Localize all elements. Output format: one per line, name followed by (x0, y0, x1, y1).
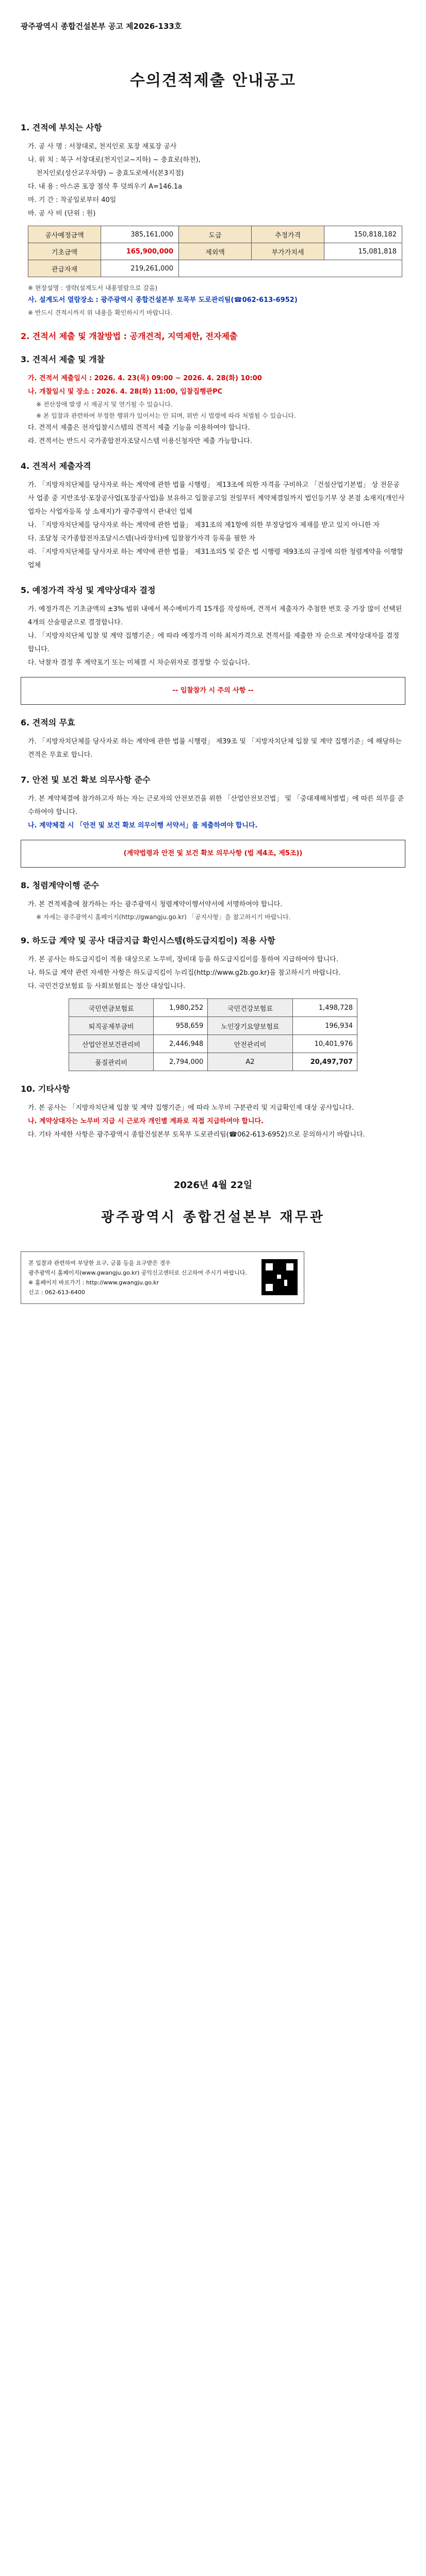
section-9 (21, 934, 405, 1071)
ins-value: 2,446,948 (154, 1035, 208, 1053)
ins-value: 10,401,976 (292, 1035, 357, 1053)
ins-label: 산업안전보건관리비 (69, 1035, 154, 1053)
section-5-heading: 5. 예정가격 작성 및 계약상대자 결정 (21, 585, 156, 595)
cost-empty (179, 260, 402, 277)
section-2-heading (21, 330, 405, 342)
notice-page (21, 21, 405, 1304)
section-10-heading: 10. 기타사항 (21, 1084, 70, 1094)
cost-label: 도급 (179, 226, 252, 243)
footer-line-1: 본 입찰과 관련하여 부당한 요구, 금품 등을 요구받은 경우 (28, 1260, 171, 1266)
cost-label: 기초금액 (28, 243, 101, 260)
s8-item-1: 가. 본 견적제출에 참가하는 자는 광주광역시 청렴계약이행서약서에 서명하여야 합니다. (28, 901, 283, 908)
section-6-heading: 6. 견적의 무효 (21, 718, 75, 727)
s3-item-1: 가. 견적서 제출일시 : 2026. 4. 23(목) 09:00 ~ 2026. 4. 28(화) 10:00 (28, 375, 262, 382)
s1-item-6: 바. 공 사 비 (단위 : 원) (28, 210, 96, 217)
s9-item-2: 나. 하도급 계약 관련 자세한 사항은 하도급지킴이 누리집(http://www.g2b.go.kr)을 참고하시기 바랍니다. (28, 969, 341, 977)
section-9-heading: 9. 하도급 계약 및 공사 대금지급 확인시스템(하도급지킴이) 적용 사항 (21, 936, 275, 945)
ins-value: 1,980,252 (154, 999, 208, 1017)
s4-item-2: 나. 「지방자치단체를 당사자로 하는 계약에 관한 법률」 제31조의 제1항에 의한 부정당업자 제재를 받고 있지 아니한 자 (28, 521, 380, 529)
s4-item-4: 라. 「지방자치단체를 당사자로 하는 계약에 관한 법률」 제31조의5 및 같은 법 시행령 제93조의 규정에 의한 청렴계약을 이행할 업체 (28, 548, 403, 569)
ins-label: 퇴직공제부금비 (69, 1017, 154, 1035)
s8-item-2: ※ 자세는 광주광역시 홈페이지(http://gwangju.go.kr) 「공지사항」을 참고하시기 바랍니다. (36, 913, 291, 921)
section-8 (21, 879, 405, 923)
section-7 (21, 773, 405, 868)
cost-label: 관급자재 (28, 260, 101, 277)
s4-item-3: 다. 조달청 국가종합전자조달시스템(나라장터)에 입찰참가자격 등록을 필한 자 (28, 535, 255, 543)
s6-item-1: 가. 「지방자치단체를 당사자로 하는 계약에 관한 법률 시행령」 제39조 및 「지방자치단체 입찰 및 계약 집행기준」에 해당하는 견적은 무효로 합니다. (28, 738, 402, 759)
insurance-table (69, 998, 357, 1071)
cost-label: 추정가격 (252, 226, 324, 243)
cost-value: 165,900,000 (101, 243, 179, 260)
footer-line-3[interactable]: ※ 홈페이지 바로가기 : http://www.gwangju.go.kr (28, 1279, 159, 1286)
qr-code-icon[interactable] (261, 1259, 298, 1295)
ins-value: 2,794,000 (154, 1053, 208, 1071)
s1-item-3: 천지인로(성산교우차량) ~ 충효도로에서(본3지점) (36, 170, 184, 177)
s3-item-2: 나. 개찰일시 및 장소 : 2026. 4. 28(화) 11:00, 입찰집행관PC (28, 388, 223, 396)
s7-box-text: (계약법령과 안전 및 보건 확보 의무사항 (법 제4조, 제5조)) (123, 850, 303, 857)
section-1 (21, 121, 405, 318)
s1-item-2: 나. 위 치 : 북구 서창대로(천지인교~지하) ~ 충효로(하천), (28, 156, 201, 164)
s3-item-3: ※ 전산장애 발생 시 재공지 및 연기될 수 있습니다. (36, 401, 173, 408)
caution-title: -- 입찰참가 시 주의 사항 -- (172, 687, 254, 694)
section-10 (21, 1082, 405, 1142)
notice-date: 2026년 4월 22일 (173, 1180, 253, 1191)
s4-item-1: 가. 「지방자치단체를 당사자로 하는 계약에 관한 법률 시행령」 제13조에 의한 자격을 구비하고 「건설산업기본법」 상 전문공사 업종 중 지반조성·포장공사업(포장공사업)을 보유하고 입찰공고일 전일부터 계약체결일까지 법인등기부 상 본점 소재지(개인사업자는 사업자등록 상 소재지)가 광주광역시 관내인 업체 (28, 481, 405, 516)
s9-item-3: 다. 국민건강보험료 등 사회보험료는 정산 대상입니다. (28, 982, 186, 990)
s1-item-5: 마. 기 간 : 착공일로부터 40일 (28, 196, 117, 204)
issuing-org: 광주광역시 종합건설본부 재무관 (101, 1210, 325, 1225)
cost-table (28, 226, 402, 277)
cost-value: 150,818,182 (324, 226, 402, 243)
s3-item-4: ※ 본 입찰과 관련하여 부정한 행위가 있어서는 안 되며, 위반 시 법령에 따라 처벌될 수 있습니다. (36, 412, 296, 419)
section-7-heading: 7. 안전 및 보건 확보 의무사항 준수 (21, 775, 151, 785)
s1-note-2-text: 사. 설계도서 열람장소 : 광주광역시 종합건설본부 토목부 도로관리팀(☎062-613-6952) (28, 296, 298, 304)
s7-item-1: 가. 본 계약체결에 참가하고자 하는 자는 근로자의 안전보건을 위한 「산업안전보건법」 및 「중대재해처벌법」에 따른 의무를 준수하여야 합니다. (28, 795, 404, 816)
s5-item-3: 다. 낙찰자 결정 후 계약포기 또는 미체결 시 차순위자로 결정할 수 있습니다. (28, 659, 250, 667)
s7-box (21, 840, 405, 868)
footer-box (21, 1251, 304, 1304)
s10-item-1: 가. 본 공사는 「지방자치단체 입찰 및 계약 집행기준」에 따라 노무비 구분관리 및 지급확인제 대상 공사입니다. (28, 1104, 354, 1112)
ins-label: 국민건강보험료 (208, 999, 292, 1017)
s1-note-2 (21, 294, 405, 307)
section-4-heading: 4. 견적서 제출자격 (21, 461, 91, 471)
ins-label: 안전관리비 (208, 1035, 292, 1053)
section-5 (21, 584, 405, 705)
section-3-heading: 3. 견적서 제출 및 개찰 (21, 354, 105, 364)
cost-label: 부가가치세 (252, 243, 324, 260)
section-6 (21, 716, 405, 762)
page-title: 수의견적제출 안내공고 (129, 72, 297, 90)
section-2 (21, 330, 405, 342)
ins-label: 노인장기요양보험료 (208, 1017, 292, 1035)
s9-item-1: 가. 본 공사는 하도급지킴이 적용 대상으로 노무비, 장비대 등을 하도급지킴이를 통하여 지급하여야 합니다. (28, 956, 338, 963)
cost-value: 15,081,818 (324, 243, 402, 260)
s3-item-5: 다. 견적서 제출은 전자입찰시스템의 견적서 제출 기능을 이용하여야 합니다. (28, 424, 250, 432)
s1-note-1: ※ 현장설명 : 생략(설계도서 내용열람으로 갈음) (28, 284, 158, 292)
caution-box (21, 677, 405, 705)
s1-note-3: ※ 반드시 견적시까지 위 내용을 확인하시기 바랍니다. (28, 309, 173, 316)
cost-value: 219,261,000 (101, 260, 179, 277)
s3-item-6: 라. 견적서는 반드시 국가종합전자조달시스템 이용신청자만 제출 가능합니다. (28, 437, 252, 445)
cost-label: 제외액 (179, 243, 252, 260)
section-4 (21, 460, 405, 572)
s10-item-3: 다. 기타 자세한 사항은 광주광역시 종합건설본부 토목부 도로관리팀(☎062-613-6952)으로 문의하시기 바랍니다. (28, 1131, 365, 1139)
section-2-heading-text: 2. 견적서 제출 및 개찰방법 : 공개견적, 지역제한, 전자제출 (21, 331, 238, 341)
ins-label: A2 (208, 1053, 292, 1071)
ins-value: 196,934 (292, 1017, 357, 1035)
cost-label: 공사예정금액 (28, 226, 101, 243)
section-3 (21, 353, 405, 448)
footer-line-4: 신고 : 062-613-6400 (28, 1289, 85, 1296)
ins-label: 국민연금보험료 (69, 999, 154, 1017)
footer-line-2: 광주광역시 홈페이지(www.gwangju.go.kr) 공익신고센터로 신고하여 주시기 바랍니다. (28, 1269, 248, 1276)
s7-item-2: 나. 계약체결 시 「안전 및 보건 확보 의무이행 서약서」를 제출하여야 합니다. (28, 822, 258, 829)
cost-value: 385,161,000 (101, 226, 179, 243)
section-1-heading: 1. 견적에 부치는 사항 (21, 123, 102, 132)
notice-header: 광주광역시 종합건설본부 공고 제2026-133호 (21, 22, 182, 31)
ins-value: 1,498,728 (292, 999, 357, 1017)
ins-value: 958,659 (154, 1017, 208, 1035)
s5-item-1: 가. 예정가격은 기초금액의 ±3% 범위 내에서 복수예비가격 15개를 작성하며, 견적서 제출자가 추첨한 번호 중 가장 많이 선택된 4개의 산술평균으로 결정합니다. (28, 605, 402, 626)
section-8-heading: 8. 청렴계약이행 준수 (21, 880, 99, 890)
s1-item-1: 가. 공 사 명 : 서창대로, 천지인로 포장 재포장 공사 (28, 143, 177, 150)
s1-item-4: 다. 내 용 : 아스콘 포장 절삭 후 덧씌우기 A=146.1a (28, 183, 183, 191)
s10-item-2: 나. 계약상대자는 노무비 지급 시 근로자 개인별 계좌로 직접 지급하여야 합니다. (28, 1117, 264, 1125)
ins-label: 품질관리비 (69, 1053, 154, 1071)
ins-value: 20,497,707 (292, 1053, 357, 1071)
s5-item-2: 나. 「지방자치단체 입찰 및 계약 집행기준」에 따라 예정가격 이하 최저가격으로 견적서를 제출한 자 순으로 계약상대자를 결정합니다. (28, 632, 400, 653)
